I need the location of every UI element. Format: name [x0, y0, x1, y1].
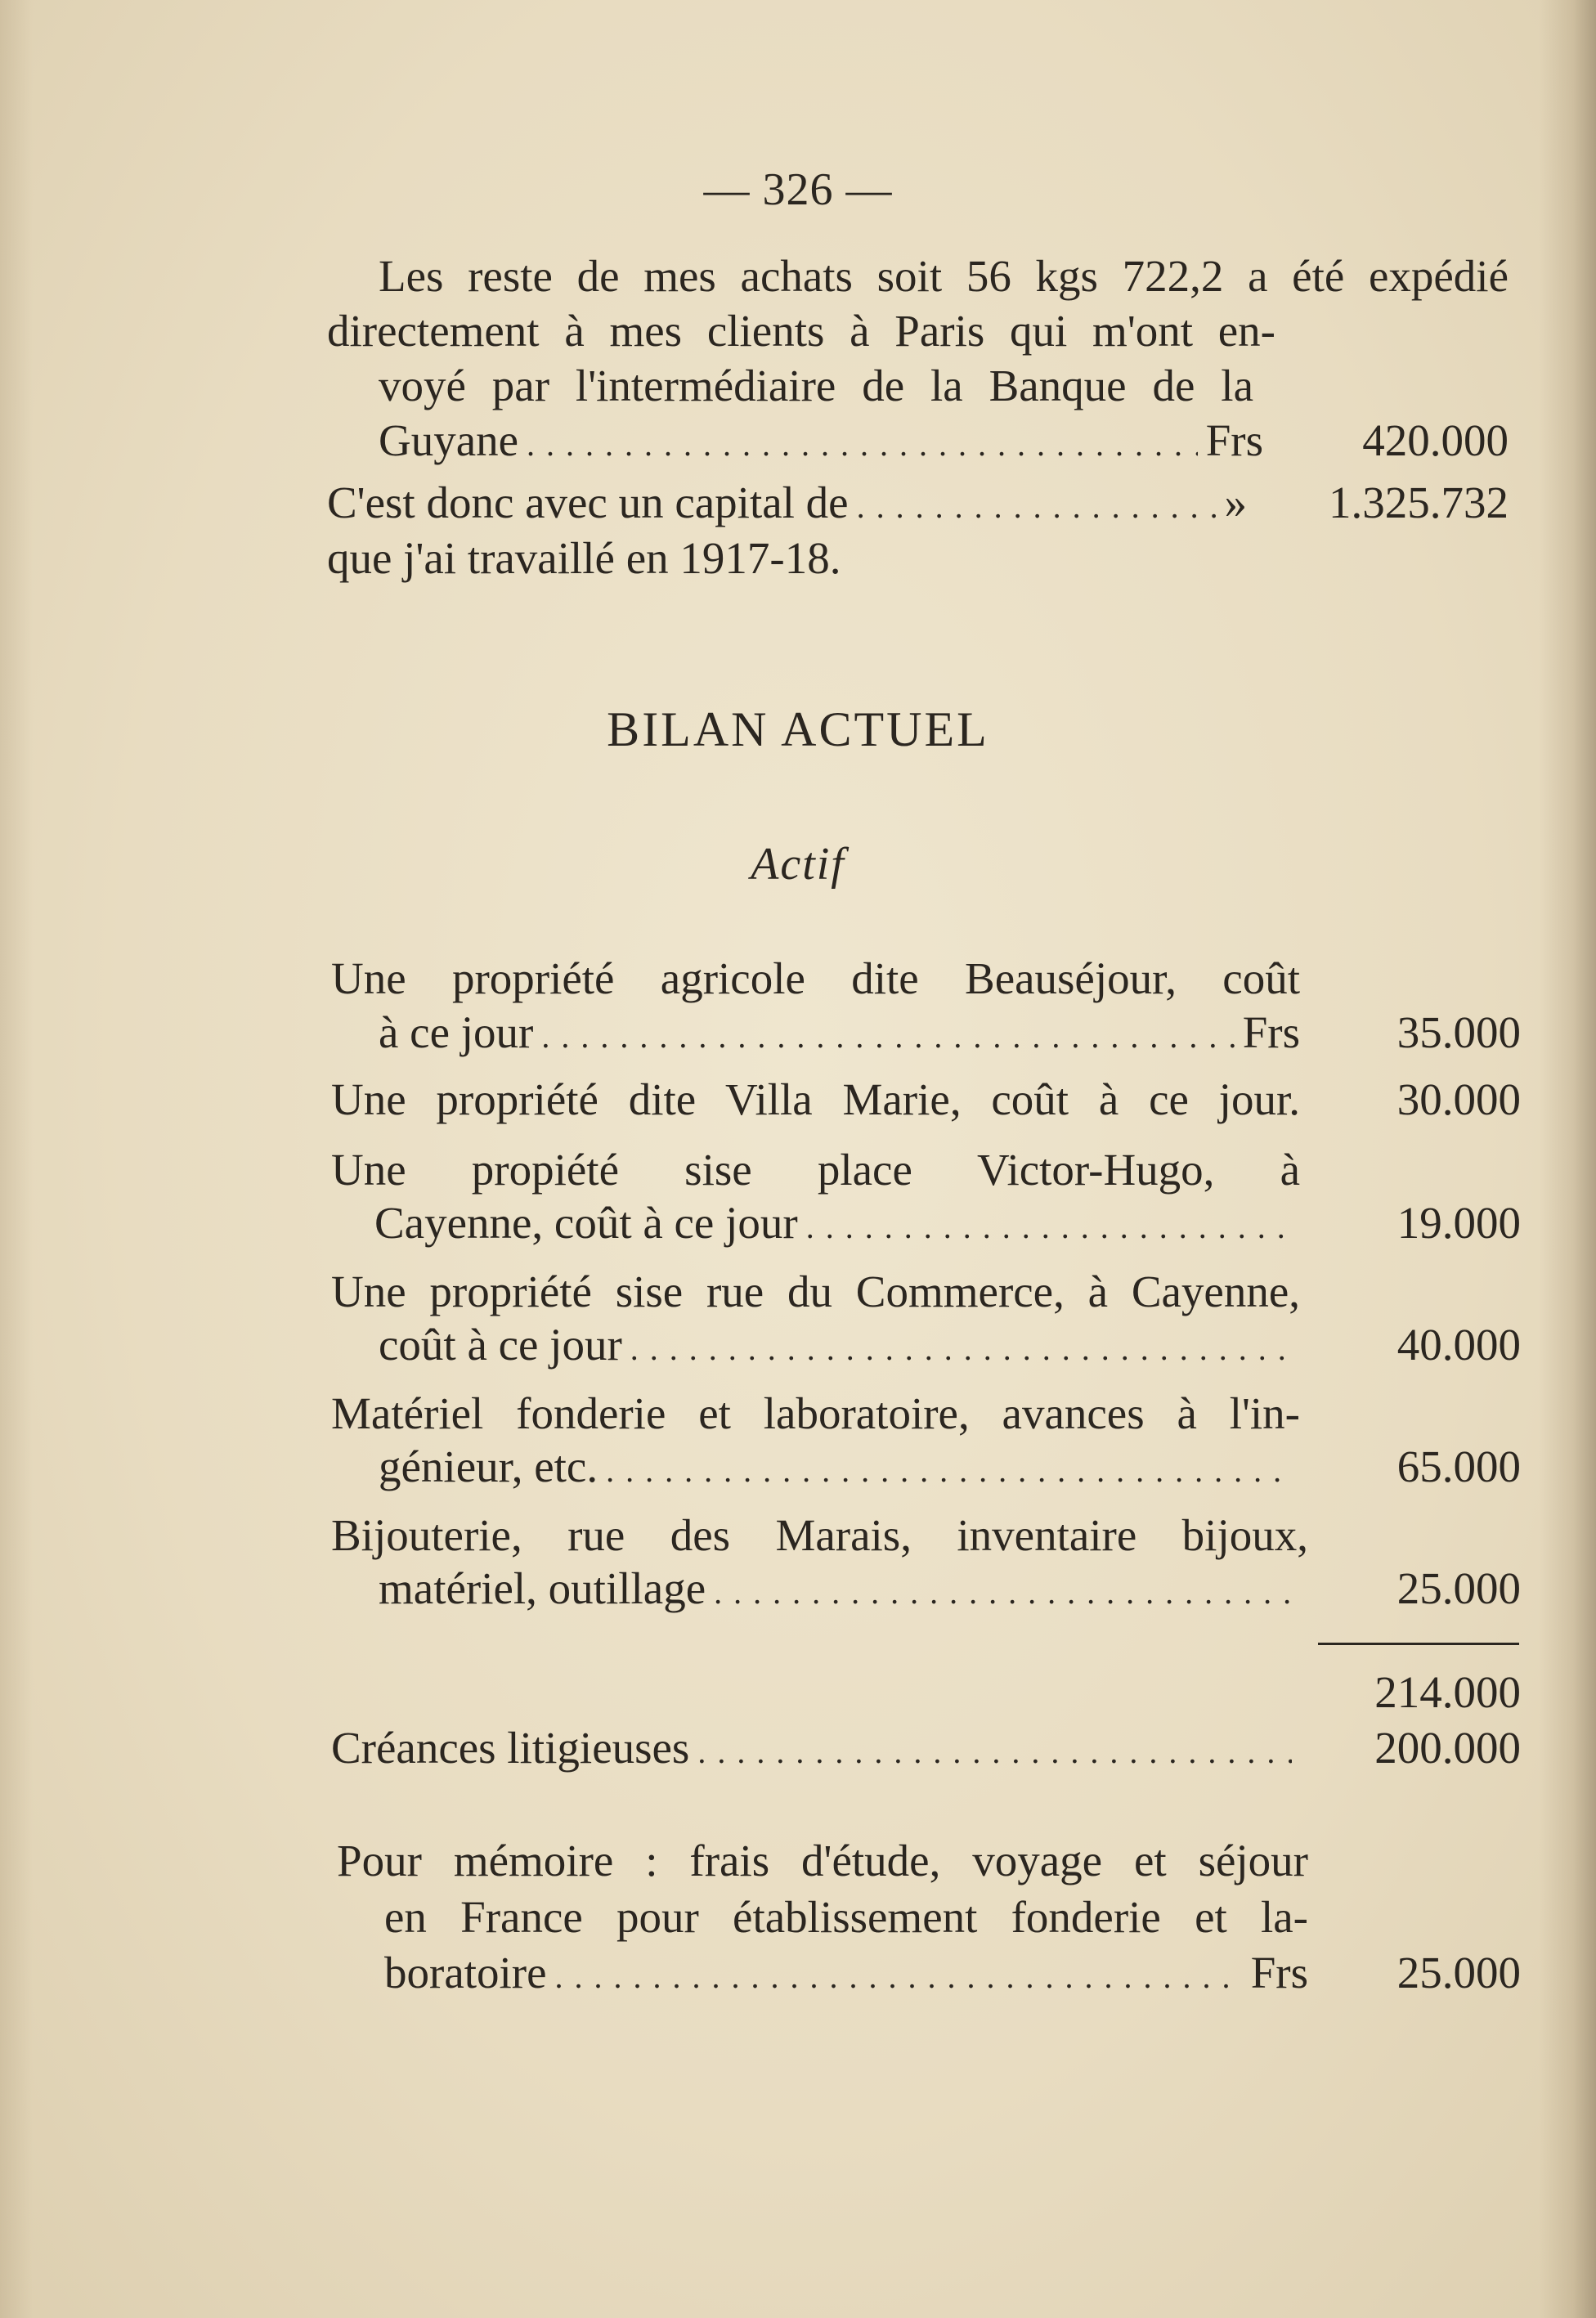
dot-leader [630, 1322, 1292, 1376]
page-shadow-right [1539, 0, 1596, 2318]
intro-line-6: que j'ai travaillé en 1917-18. [327, 533, 841, 583]
memoire-line-2: en France pour établissement fonderie et la- [384, 1892, 1308, 1942]
memoire-line-1: Pour mémoire : frais d'étude, voyage et séjour [337, 1836, 1308, 1885]
item-3-label: Cayenne, coût à ce jour [374, 1198, 798, 1248]
intro-line-3: voyé par l'intermédiaire de la Banque de la [379, 361, 1253, 410]
currency-unit: Frs [1242, 1007, 1300, 1057]
dot-leader [555, 1950, 1243, 2004]
amount-capital: 1.325.732 [1329, 477, 1509, 527]
item-3-line-1: Une propiété sise place Victor-Hugo, à [331, 1145, 1300, 1195]
intro-line-5 [327, 476, 1247, 530]
item-6-amount: 25.000 [1396, 1563, 1521, 1613]
intro-line-2: directement à mes clients à Paris qui m'ont en- [327, 306, 1275, 356]
amount-420000: 420.000 [1362, 415, 1509, 465]
item-6-line-2 [379, 1562, 1300, 1616]
memoire-line-3 [384, 1946, 1308, 2000]
item-3-amount: 19.000 [1396, 1198, 1521, 1248]
creances-line [331, 1721, 1300, 1775]
item-5-line-2 [379, 1440, 1300, 1494]
item-1-line-1: Une propriété agricole dite Beauséjour, coût [331, 953, 1300, 1003]
dot-leader [606, 1444, 1292, 1498]
creances-amount: 200.000 [1374, 1723, 1521, 1773]
item-6-label: matériel, outillage [379, 1563, 706, 1613]
memoire-amount: 25.000 [1396, 1948, 1521, 1997]
currency-unit: Frs [1205, 415, 1263, 465]
section-subheading: Actif [751, 839, 845, 890]
dot-leader [806, 1200, 1292, 1254]
item-4-label: coût à ce jour [379, 1320, 622, 1370]
creances-label: Créances litigieuses [331, 1723, 690, 1773]
item-6-line-1: Bijouterie, rue des Marais, inventaire bijoux, [331, 1510, 1308, 1560]
intro-line-4-text: Guyane [379, 415, 519, 465]
intro-line-5-text: C'est donc avec un capital de [327, 477, 849, 527]
item-3-line-2 [374, 1196, 1300, 1250]
subtotal-amount: 214.000 [1374, 1667, 1521, 1717]
item-1-label: à ce jour [379, 1007, 534, 1057]
dot-leader [541, 1010, 1234, 1064]
item-5-amount: 65.000 [1396, 1441, 1521, 1491]
item-4-amount: 40.000 [1396, 1320, 1521, 1370]
item-5-line-1: Matériel fonderie et laboratoire, avances à l'in- [331, 1388, 1300, 1438]
dot-leader [697, 1725, 1292, 1779]
memoire-label: boratoire [384, 1948, 547, 1997]
intro-line-1: Les reste de mes achats soit 56 kgs 722,2 a été expédié [379, 251, 1509, 301]
dot-leader [857, 480, 1217, 534]
ditto-mark: » [1224, 477, 1247, 527]
currency-unit: Frs [1250, 1948, 1308, 1997]
page-shadow-left [0, 0, 33, 2318]
intro-line-4 [379, 414, 1263, 468]
item-4-line-2 [379, 1318, 1300, 1372]
item-2-amount: 30.000 [1396, 1074, 1521, 1124]
item-2-line-1: Une propriété dite Villa Marie, coût à ce jour. [331, 1074, 1300, 1124]
dot-leader [714, 1566, 1292, 1620]
dot-leader [527, 418, 1198, 472]
item-1-amount: 35.000 [1396, 1007, 1521, 1057]
item-4-line-1: Une propriété sise rue du Commerce, à Cayenne, [331, 1267, 1300, 1316]
total-rule [1318, 1643, 1519, 1645]
item-5-label: génieur, etc. [379, 1441, 598, 1491]
page-number: — 326 — [703, 164, 893, 215]
item-1-line-2 [379, 1006, 1300, 1060]
section-heading: BILAN ACTUEL [607, 702, 989, 756]
